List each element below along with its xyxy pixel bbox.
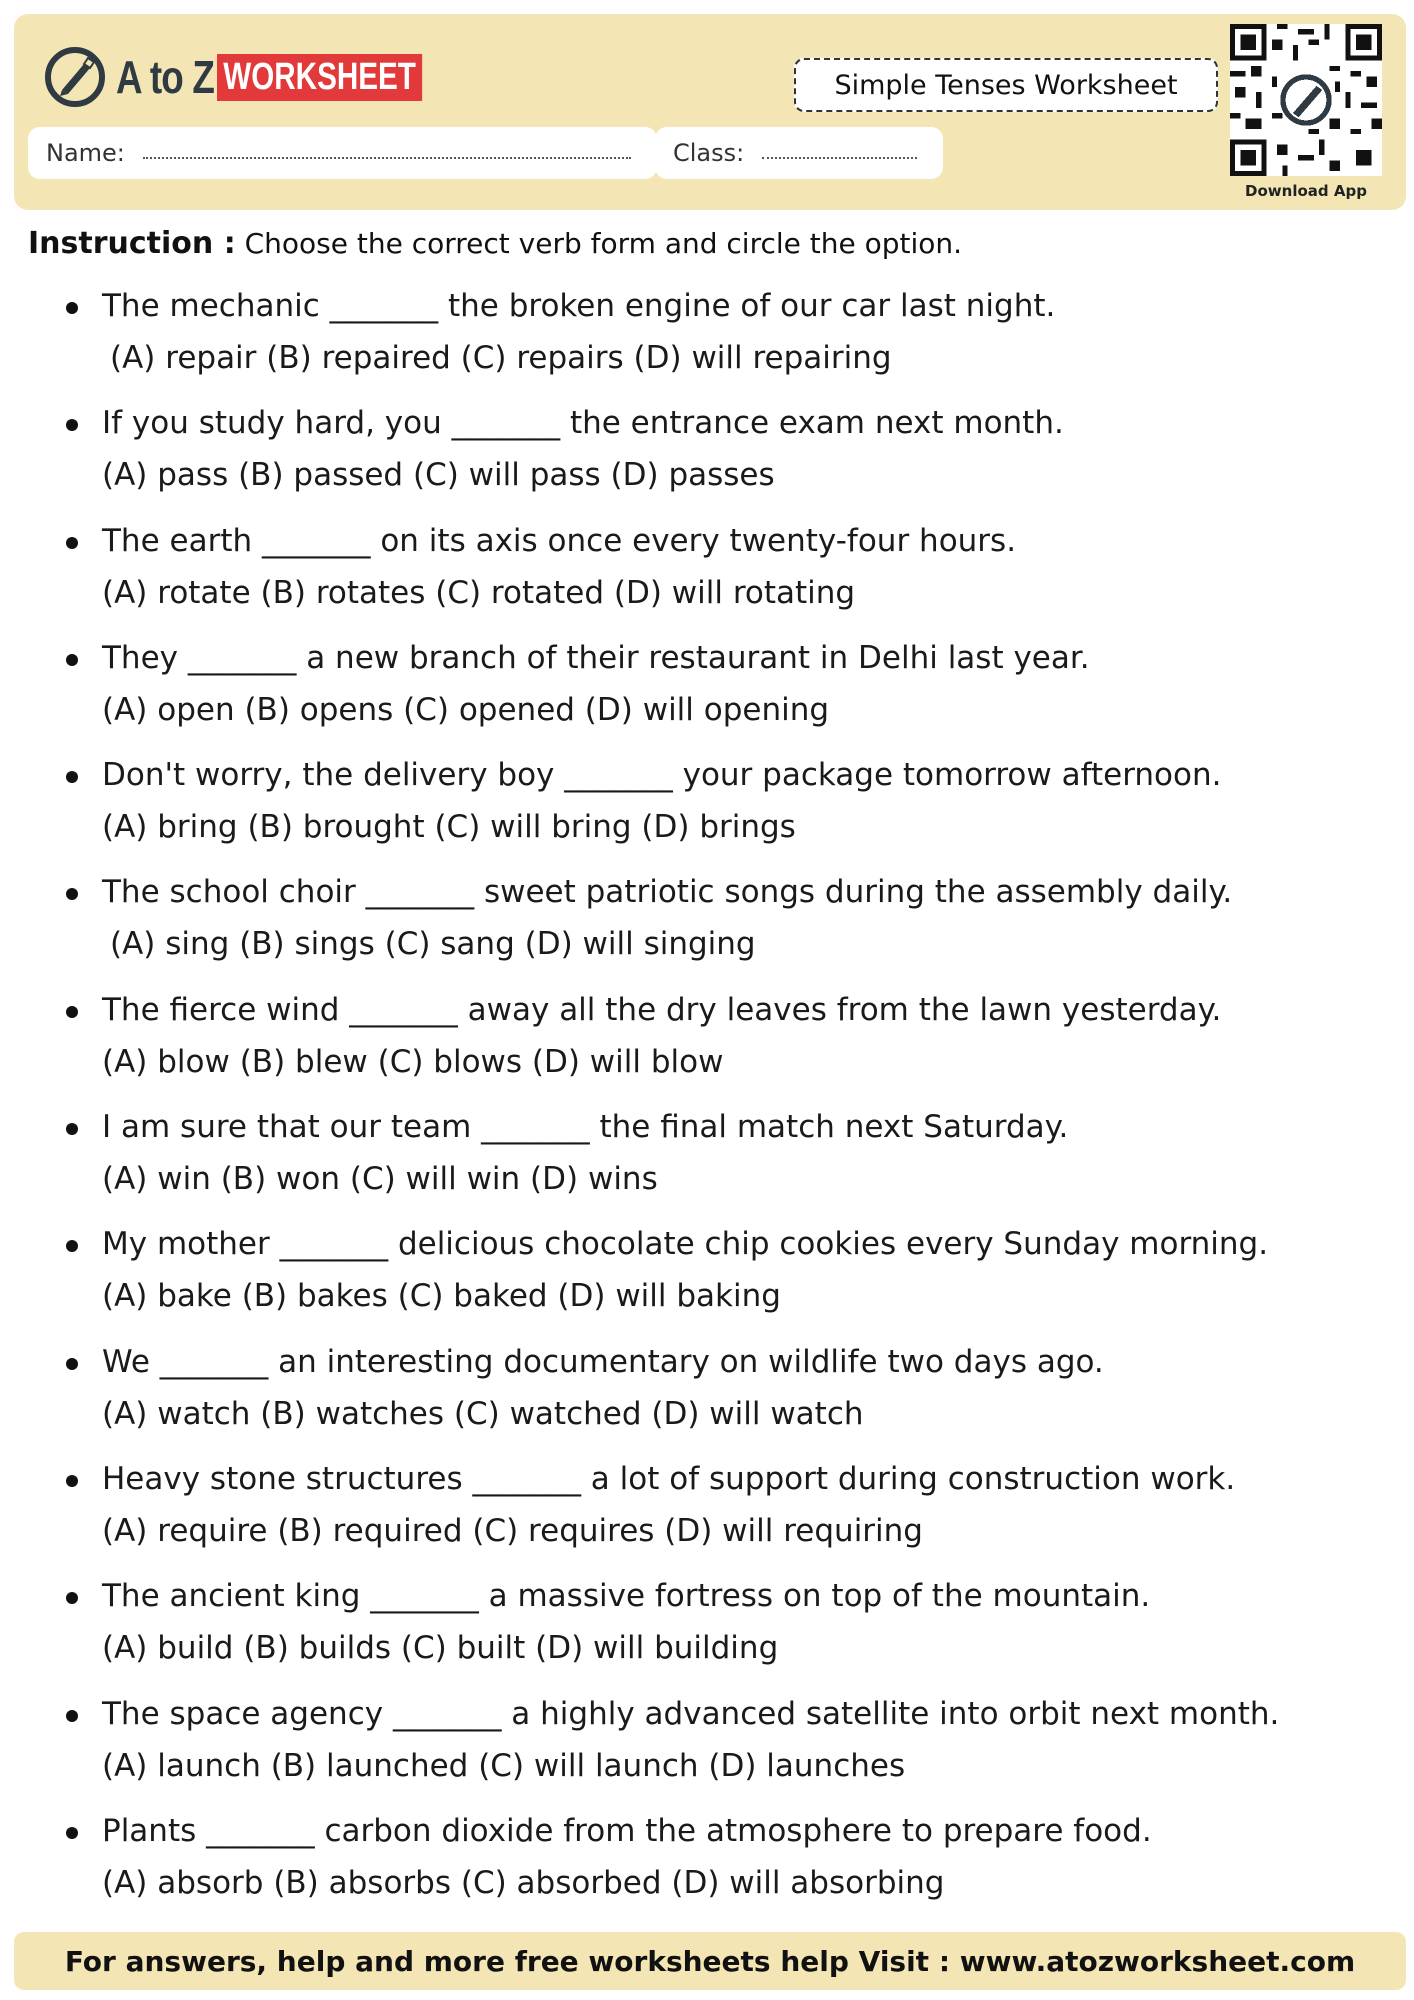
question-item-7 bbox=[0, 992, 1414, 1109]
question-text: The fierce wind _______ away all the dry leaves from the lawn yesterday. bbox=[102, 991, 1222, 1028]
qr-code-icon[interactable] bbox=[1230, 24, 1382, 176]
question-text: The ancient king _______ a massive fortress on top of the mountain. bbox=[102, 1578, 1151, 1615]
question-item-2 bbox=[0, 405, 1414, 522]
brand-name-worksheet: WORKSHEET bbox=[217, 54, 422, 101]
name-label: Name: bbox=[46, 139, 125, 167]
question-list bbox=[0, 288, 1414, 1930]
question-options[interactable]: (A) bring (B) brought (C) will bring (D) brings bbox=[102, 809, 796, 846]
class-label: Class: bbox=[673, 139, 745, 167]
question-text: If you study hard, you _______ the entrance exam next month. bbox=[102, 405, 1064, 442]
bullet bbox=[66, 1006, 78, 1018]
question-text: We _______ an interesting documentary on wildlife two days ago. bbox=[102, 1343, 1104, 1380]
question-text: Plants _______ carbon dioxide from the atmosphere to prepare food. bbox=[102, 1812, 1152, 1849]
question-options[interactable]: (A) absorb (B) absorbs (C) absorbed (D) will absorbing bbox=[102, 1864, 945, 1901]
question-item-11 bbox=[0, 1461, 1414, 1578]
question-options[interactable]: (A) watch (B) watches (C) watched (D) will watch bbox=[102, 1395, 864, 1432]
question-options[interactable]: (A) require (B) required (C) requires (D) will requiring bbox=[102, 1512, 923, 1549]
question-text: The space agency _______ a highly advanced satellite into orbit next month. bbox=[102, 1695, 1280, 1732]
footer-banner[interactable]: For answers, help and more free worksheets help Visit : www.atozworksheet.com bbox=[14, 1932, 1406, 1990]
question-item-6 bbox=[0, 874, 1414, 991]
bullet bbox=[66, 1710, 78, 1722]
bullet bbox=[66, 1123, 78, 1135]
question-options[interactable]: (A) repair (B) repaired (C) repairs (D) will repairing bbox=[110, 340, 892, 376]
question-options[interactable]: (A) launch (B) launched (C) will launch (D) launches bbox=[102, 1747, 906, 1784]
question-text: The school choir _______ sweet patriotic songs during the assembly daily. bbox=[102, 874, 1233, 911]
instruction-text: Choose the correct verb form and circle the option. bbox=[235, 227, 963, 260]
question-text: They _______ a new branch of their restaurant in Delhi last year. bbox=[102, 639, 1090, 676]
class-dotted-line bbox=[762, 157, 917, 159]
question-item-4 bbox=[0, 640, 1414, 757]
download-app-label[interactable]: Download App bbox=[1245, 182, 1367, 200]
question-item-10 bbox=[0, 1344, 1414, 1461]
question-item-9 bbox=[0, 1226, 1414, 1343]
question-options[interactable]: (A) rotate (B) rotates (C) rotated (D) will rotating bbox=[102, 574, 856, 611]
bullet bbox=[66, 537, 78, 549]
bullet bbox=[66, 771, 78, 783]
question-item-14 bbox=[0, 1813, 1414, 1930]
question-item-12 bbox=[0, 1578, 1414, 1695]
question-item-5 bbox=[0, 757, 1414, 874]
name-field[interactable] bbox=[28, 127, 657, 179]
brand-name-main: A to Z bbox=[116, 51, 215, 103]
question-options[interactable]: (A) bake (B) bakes (C) baked (D) will baking bbox=[102, 1278, 781, 1315]
question-text: I am sure that our team _______ the final match next Saturday. bbox=[102, 1109, 1069, 1146]
bullet bbox=[66, 654, 78, 666]
bullet bbox=[66, 1475, 78, 1487]
name-dotted-line bbox=[143, 157, 631, 159]
instruction bbox=[28, 226, 962, 261]
bullet bbox=[66, 1358, 78, 1370]
question-text: The earth _______ on its axis once every twenty-four hours. bbox=[102, 522, 1017, 559]
bullet bbox=[66, 302, 78, 314]
bullet bbox=[66, 888, 78, 900]
question-options[interactable]: (A) sing (B) sings (C) sang (D) will singing bbox=[110, 926, 756, 963]
question-text: The mechanic _______ the broken engine of our car last night. bbox=[102, 288, 1056, 324]
worksheet-header bbox=[14, 14, 1406, 210]
instruction-label: Instruction : bbox=[28, 226, 236, 261]
bullet bbox=[66, 1592, 78, 1604]
question-text: Heavy stone structures _______ a lot of support during construction work. bbox=[102, 1460, 1236, 1497]
question-item-8 bbox=[0, 1109, 1414, 1226]
question-options[interactable]: (A) open (B) opens (C) opened (D) will opening bbox=[102, 691, 830, 728]
class-field[interactable] bbox=[655, 127, 943, 179]
bullet bbox=[66, 419, 78, 431]
question-options[interactable]: (A) blow (B) blew (C) blows (D) will blow bbox=[102, 1043, 724, 1080]
question-options[interactable]: (A) build (B) builds (C) built (D) will building bbox=[102, 1630, 779, 1667]
worksheet-title: Simple Tenses Worksheet bbox=[794, 58, 1218, 112]
question-item-1 bbox=[0, 288, 1414, 405]
bullet bbox=[66, 1240, 78, 1252]
bullet bbox=[66, 1827, 78, 1839]
question-item-3 bbox=[0, 523, 1414, 640]
pen-logo-icon bbox=[44, 46, 106, 108]
question-options[interactable]: (A) pass (B) passed (C) will pass (D) passes bbox=[102, 457, 775, 494]
question-item-13 bbox=[0, 1696, 1414, 1813]
brand-logo[interactable] bbox=[44, 40, 480, 114]
question-text: My mother _______ delicious chocolate chip cookies every Sunday morning. bbox=[102, 1226, 1269, 1263]
question-options[interactable]: (A) win (B) won (C) will win (D) wins bbox=[102, 1161, 658, 1198]
question-text: Don't worry, the delivery boy _______ your package tomorrow afternoon. bbox=[102, 757, 1222, 794]
